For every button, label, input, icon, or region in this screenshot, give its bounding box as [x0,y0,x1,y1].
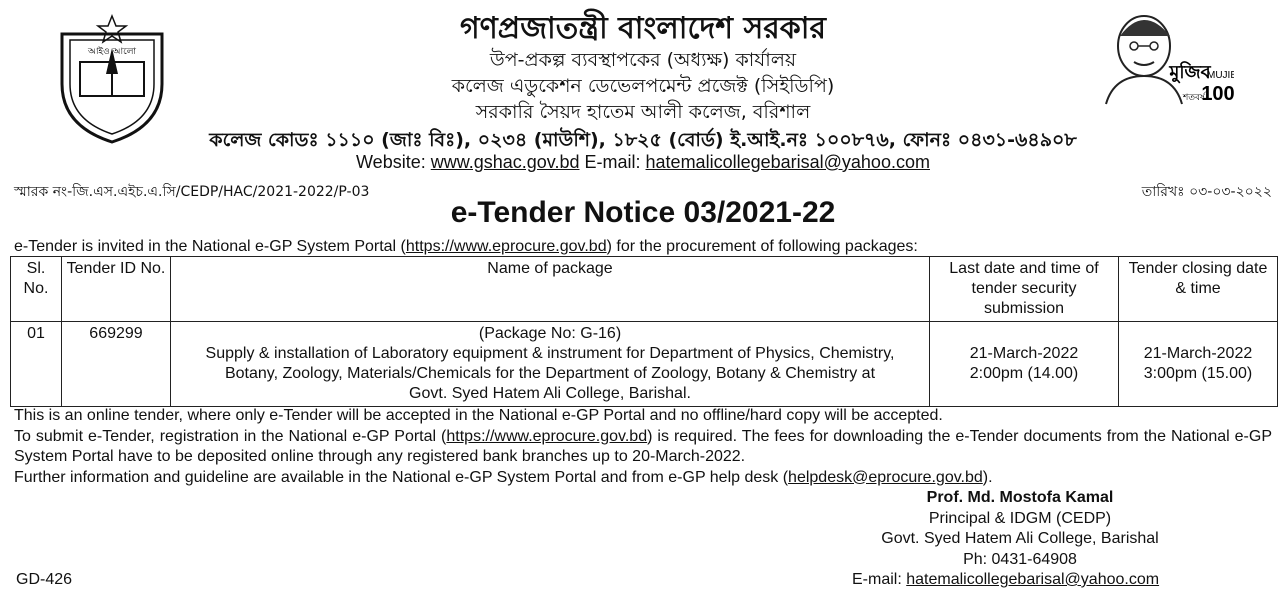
col-package: Name of package [171,257,930,322]
cell-security [930,322,1119,407]
signature-block [840,488,1200,570]
closing-time: 3:00pm (15.00) [1143,365,1253,382]
package-table [10,256,1278,407]
memo-date: তারিখঃ ০৩-০৩-২০২২ [1141,184,1272,200]
intro-text [14,238,918,256]
package-no: (Package No: G-16) [478,325,622,342]
mujib-sub-text: শতবর্ষ [1182,93,1206,103]
email-label: E-mail: [584,152,641,172]
mujib-en-text: MUJIB [1207,70,1234,81]
eprocure-link[interactable]: https://www.eprocure.gov.bd [405,238,607,255]
government-title: গণপ্রজাতন্ত্রী বাংলাদেশ সরকার [460,11,826,46]
col-tender-id: Tender ID No. [62,257,171,322]
signature-email-link[interactable]: hatemalicollegebarisal@yahoo.com [906,571,1160,588]
line3-before: Further information and guideline are available in the National e-GP System Portal and from e-GP help desk ( [14,468,789,486]
email-link[interactable]: hatemalicollegebarisal@yahoo.com [645,152,930,172]
mujib-bn-text: মুজিব [1169,62,1211,83]
eprocure-link-2[interactable]: https://www.eprocure.gov.bd [446,427,648,445]
footer-code: GD-426 [16,571,73,588]
website-link[interactable]: www.gshac.gov.bd [430,152,580,172]
college-line: সরকারি সৈয়দ হাতেম আলী কলেজ, বরিশাল [475,101,811,123]
line2-before: To submit e-Tender, registration in the National e-GP Portal ( [14,427,447,445]
col-closing: Tender closing date & time [1119,257,1278,322]
body-line-1: This is an online tender, where only e-Tender will be accepted in the National e-GP Portal and no offline/hard copy will be accepted. [14,407,943,424]
signatory-phone: Ph: 0431-64908 [963,550,1077,568]
cell-tender-id: 669299 [62,322,171,407]
project-line: কলেজ এডুকেশন ডেভেলপমেন্ট প্রজেক্ট (সিইডিপি) [451,75,835,97]
cell-closing [1119,322,1278,407]
website-label: Website: [356,152,426,172]
notice-body [14,406,1272,488]
college-codes: কলেজ কোডঃ ১১১০ (জাঃ বিঃ), ০২৩৪ (মাউশি), ১৮২৫ (বোর্ড) ই.আই.নঃ ১০০৮৭৬, ফোনঃ ০৪৩১-৬৪৯০৮ [209,129,1077,151]
office-line: উপ-প্রকল্প ব্যবস্থাপকের (অধ্যক্ষ) কার্যালয় [489,49,797,71]
logo-motto: আইও আলো [87,47,137,57]
security-date: 21-March-2022 [969,345,1079,362]
notice-title: e-Tender Notice 03/2021-22 [450,196,836,229]
signatory-title: Principal & IDGM (CEDP) [928,509,1112,527]
body-line-3 [14,468,1272,489]
signatory-name: Prof. Md. Mostofa Kamal [926,489,1114,506]
col-sl: Sl. No. [11,257,62,322]
package-desc: Supply & installation of Laboratory equipment & instrument for Department of Physics, Chemistry, Botany, Zoology, Materials/Chemicals for the Department of Zoology, Botany & Chemistry at Govt. Syed Hatem Ali College, Barishal. [205,345,895,402]
cell-package [171,322,930,407]
closing-date: 21-March-2022 [1143,345,1253,362]
helpdesk-link[interactable]: helpdesk@eprocure.gov.bd [788,468,983,486]
signature-email-label: E-mail: [852,571,902,588]
contact-line [0,152,1286,173]
intro-before: e-Tender is invited in the National e-GP System Portal ( [14,238,406,255]
cell-sl: 01 [11,322,62,407]
table-header-row [11,257,1278,322]
body-line-2 [14,427,1272,468]
table-row [11,322,1278,407]
intro-after: ) for the procurement of following packages: [606,238,918,255]
signatory-college: Govt. Syed Hatem Ali College, Barishal [881,530,1159,547]
line3-after: ). [982,468,993,486]
line2-after: ) is required. The fees for downloading the e-Tender documents from the National e-GP System Portal have to be deposited online through any registered bank branches up to 20-March-2022. [14,427,1273,465]
signature-email [852,571,1159,589]
memo-number: স্মারক নং-জি.এস.এইচ.এ.সি/CEDP/HAC/2021-2022/P-03 [14,184,370,200]
col-security: Last date and time of tender security submission [930,257,1119,322]
security-time: 2:00pm (14.00) [969,365,1079,382]
mujib-100-text: 100 [1201,83,1234,105]
